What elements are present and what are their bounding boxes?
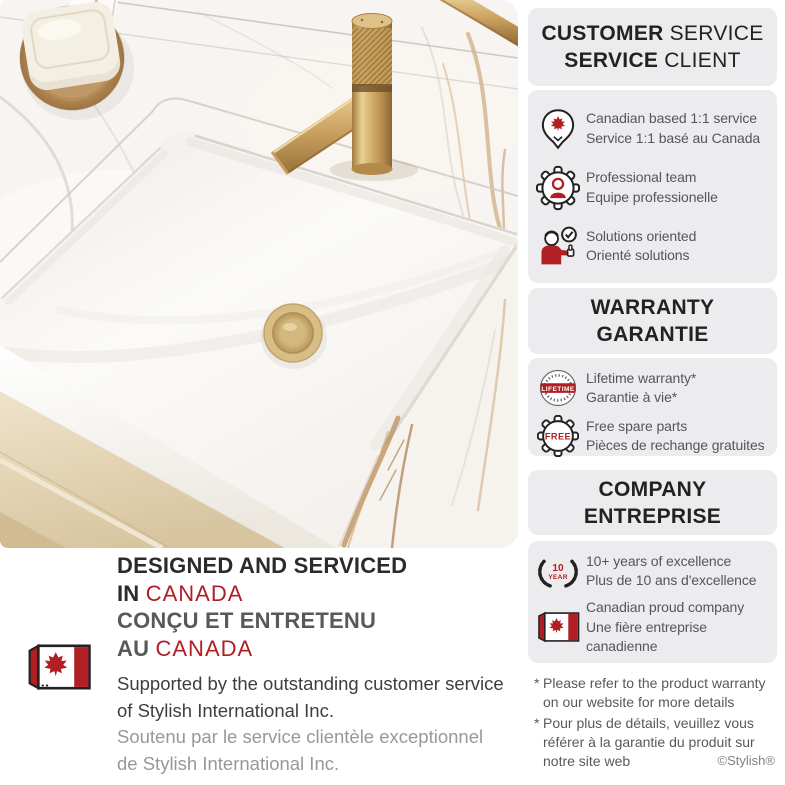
- list-item: [534, 547, 773, 595]
- person-check-icon: [536, 223, 580, 269]
- faucet-knurled-handle: [352, 28, 392, 86]
- item-text: Solutions oriented Orienté solutions: [586, 227, 697, 264]
- item-text: Canadian proud company Une fière entreprise canadienne: [586, 599, 745, 654]
- soap-bar: [19, 0, 122, 93]
- customer-service-body: [528, 90, 777, 283]
- item-text: Canadian based 1:1 service Service 1:1 basé au Canada: [586, 110, 761, 146]
- lifetime-badge-icon: [536, 367, 580, 409]
- warranty-header: [528, 288, 777, 354]
- free-gear-icon: [536, 415, 580, 457]
- item-text: Professional team Equipe professionelle: [586, 169, 718, 205]
- company-header: [528, 470, 777, 535]
- headline-en-line2: IN CANADA: [117, 580, 244, 606]
- copyright: ©Stylish®: [717, 753, 775, 768]
- sink-photo: [0, 0, 518, 548]
- ten-year-icon: [536, 550, 580, 592]
- support-text-en: Supported by the outstanding customer service of Stylish International Inc.: [117, 673, 504, 721]
- headline-fr-line1: CONÇU ET ENTRETENU: [117, 608, 377, 633]
- svg-text:FREE: FREE: [544, 431, 572, 442]
- svg-text:10: 10: [552, 563, 564, 574]
- list-item: [534, 595, 773, 660]
- header-line-en: WARRANTY: [590, 296, 715, 319]
- company-body: [528, 541, 777, 663]
- header-line-fr: GARANTIE: [596, 323, 709, 346]
- gear-person-icon: [536, 165, 580, 211]
- list-item: [534, 162, 773, 214]
- item-text: Free spare parts Pièces de rechange gratuites: [586, 417, 765, 453]
- support-text-fr: Soutenu par le service clientèle exceptionnel de Stylish International Inc.: [117, 726, 484, 774]
- sink-photo-illustration: [0, 0, 518, 548]
- header-line-fr: ENTREPRISE: [583, 504, 722, 528]
- list-item: [534, 412, 773, 460]
- header-line-en: COMPANY: [598, 477, 707, 501]
- warranty-body: [528, 358, 777, 456]
- canada-flag-large-icon: [26, 642, 92, 692]
- svg-text:LIFETIME: LIFETIME: [541, 385, 575, 393]
- footnote-fr: * Pour plus de détails, veuillez vous référer à la garantie du produit sur notre site web: [534, 715, 755, 769]
- item-text: Lifetime warranty* Garantie à vie*: [586, 369, 697, 405]
- list-item: [534, 364, 773, 412]
- canada-accent: CANADA: [155, 635, 254, 661]
- svg-text:YEAR: YEAR: [548, 573, 568, 581]
- list-item: [534, 103, 773, 155]
- canada-pin-icon: [536, 106, 580, 152]
- list-item: [534, 220, 773, 272]
- header-line-en: CUSTOMER SERVICE: [541, 22, 764, 45]
- canada-flag-icon: [536, 609, 580, 645]
- customer-service-header: [528, 8, 777, 86]
- header-line-fr: SERVICE CLIENT: [564, 49, 741, 72]
- canada-accent: CANADA: [145, 580, 244, 606]
- designed-in-canada-block: [117, 552, 529, 777]
- headline-fr-line2: AU CANADA: [117, 635, 254, 661]
- footnote-en: * Please refer to the product warranty on our website for more details: [534, 675, 766, 710]
- item-text: 10+ years of excellence Plus de 10 ans d'excellence: [586, 552, 757, 588]
- headline-en-line1: DESIGNED AND SERVICED: [117, 553, 408, 578]
